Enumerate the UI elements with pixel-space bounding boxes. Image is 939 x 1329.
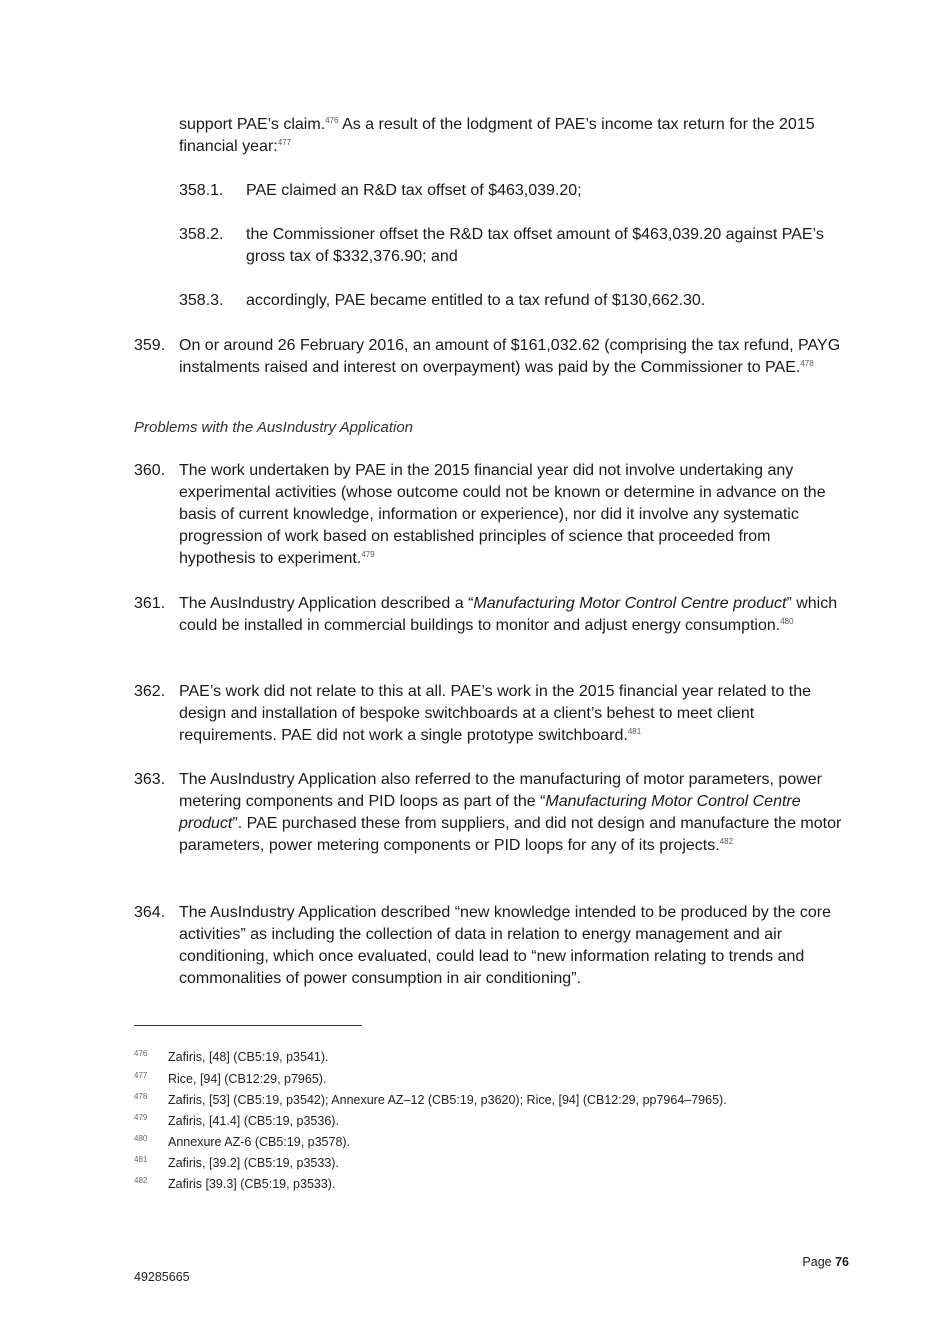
intro-text-a: support PAE’s claim.	[179, 116, 326, 133]
footnote-text: Zafiris, [39.2] (CB5:19, p3533).	[168, 1156, 339, 1170]
footnote-number: 477	[134, 1071, 148, 1080]
footnote-text: Zafiris [39.3] (CB5:19, p3533).	[168, 1177, 336, 1191]
footnote-number: 478	[134, 1092, 148, 1101]
footnote-ref: 476	[325, 116, 339, 125]
footnote-ref: 482	[719, 837, 734, 846]
paragraph-361	[134, 593, 851, 637]
subparagraph-text: accordingly, PAE became entitled to a tax refund of $130,662.30.	[246, 292, 706, 309]
paragraph-text: The AusIndustry Application described “new knowledge intended to be produced by the core activities” as including the collection of data in relation to energy management and air conditioning, which once evaluated, could lead to “new information relating to trends and commonalities of power consumption in air conditioning”.	[179, 904, 831, 987]
page-number-value: 76	[835, 1255, 849, 1269]
paragraph-number: 364.	[134, 904, 166, 921]
footnote-ref: 479	[361, 550, 375, 559]
footnote-text: Zafiris, [53] (CB5:19, p3542); Annexure AZ–12 (CB5:19, p3620); Rice, [94] (CB12:29, pp7964–7965).	[168, 1093, 727, 1107]
paragraph-text: On or around 26 February 2016, an amount of $161,032.62 (comprising the tax refund, PAYG instalments raised and interest on overpayment) was paid by the Commissioner to PAE.	[179, 337, 841, 376]
paragraph-360	[134, 460, 851, 570]
paragraph-number: 360.	[134, 462, 166, 479]
subparagraph-number: 358.3.	[179, 292, 224, 309]
paragraph-number: 359.	[134, 337, 166, 354]
subparagraph-text: the Commissioner offset the R&D tax offset amount of $463,039.20 against PAE’s gross tax of $332,376.90; and	[246, 226, 824, 265]
footnote-number: 481	[134, 1155, 148, 1164]
paragraph-text: The work undertaken by PAE in the 2015 financial year did not involve undertaking any experimental activities (whose outcome could not be known or determine in advance on the basis of current knowledge, information or experience), nor did it involve any systematic progression of work based on established principles of science that proceeded from hypothesis to experiment.	[179, 462, 826, 567]
footnote-number: 480	[134, 1134, 148, 1143]
footnote-number: 479	[134, 1113, 148, 1122]
subparagraph-text: PAE claimed an R&D tax offset of $463,039.20;	[246, 182, 582, 199]
footnote-text: Annexure AZ-6 (CB5:19, p3578).	[168, 1135, 351, 1149]
footnote-text: Rice, [94] (CB12:29, p7965).	[168, 1072, 327, 1086]
paragraph-text: ” which could be installed in commercial buildings to monitor and adjust energy consumption.	[179, 595, 838, 634]
footnote-ref: 477	[277, 138, 292, 147]
document-id: 49285665	[134, 1270, 190, 1284]
paragraph-italic-text: Manufacturing Motor Control Centre product	[179, 793, 801, 832]
paragraph-number: 361.	[134, 595, 166, 612]
intro-text-b: As a result of the lodgment of PAE’s income tax return for the 2015 financial year:	[179, 116, 815, 155]
paragraph-359	[134, 335, 851, 379]
paragraph-text: The AusIndustry Application also referred to the manufacturing of motor parameters, power metering components and PID loops as part of the “	[179, 771, 822, 810]
footnote-number: 476	[134, 1049, 148, 1058]
paragraph-number: 363.	[134, 771, 166, 788]
paragraph-text: PAE’s work did not relate to this at all. PAE’s work in the 2015 financial year related to the design and installation of bespoke switchboards at a client’s behest to meet client requirements. PAE did not work a single prototype switchboard.	[179, 683, 812, 744]
footnote-ref: 481	[627, 727, 642, 736]
page-number	[802, 1255, 849, 1269]
footnote-ref: 480	[780, 617, 794, 626]
paragraph-364	[134, 902, 851, 990]
footnote-separator	[134, 1025, 362, 1026]
footnote-text: Zafiris, [48] (CB5:19, p3541).	[168, 1050, 329, 1064]
paragraph-text: The AusIndustry Application described a “	[179, 595, 474, 612]
footnote-number: 482	[134, 1176, 148, 1185]
page-label: Page	[802, 1255, 836, 1269]
subparagraph-358-1	[179, 180, 851, 202]
paragraph-italic-text: Manufacturing Motor Control Centre product	[473, 595, 787, 612]
paragraph-362	[134, 681, 851, 747]
section-heading: Problems with the AusIndustry Application	[134, 419, 414, 436]
footnote-ref: 478	[800, 359, 814, 368]
intro-paragraph	[179, 114, 851, 158]
paragraph-number: 362.	[134, 683, 166, 700]
subparagraph-358-2	[179, 224, 851, 268]
paragraph-text: ”. PAE purchased these from suppliers, and did not design and manufacture the motor parameters, power metering components or PID loops for any of its projects.	[179, 815, 842, 854]
subparagraph-number: 358.1.	[179, 182, 224, 199]
paragraph-363	[134, 769, 851, 857]
subparagraph-number: 358.2.	[179, 226, 224, 243]
footnote-text: Zafiris, [41.4] (CB5:19, p3536).	[168, 1114, 339, 1128]
subparagraph-358-3	[179, 290, 851, 312]
